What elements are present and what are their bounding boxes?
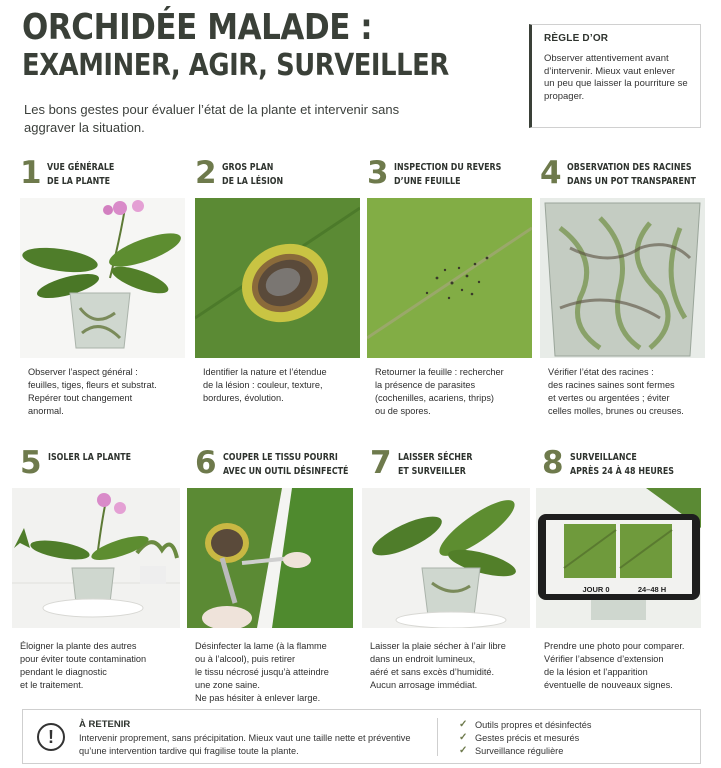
footer-divider [437,718,438,756]
step-number: 8 [542,445,564,481]
step-label: LAISSER SÉCHER ET SURVEILLER [398,452,473,477]
title-line-2: EXAMINER, AGIR, SURVEILLER [22,48,449,83]
phone-comparison-image [536,488,701,628]
step-label: OBSERVATION DES RACINES DANS UN POT TRANSPARENT [567,162,696,187]
step-label: ISOLER LA PLANTE [48,452,132,463]
step-label: INSPECTION DU REVERS D’UNE FEUILLE [394,162,502,187]
golden-rule-text: Observer attentivement avant d’intervenir. Mieux vaut enlever un peu que laisser la pourriture se propager. [544,53,688,102]
step-2 [195,156,360,416]
checklist-item: ✓ Surveillance régulière [459,745,564,756]
step-8 [536,446,701,706]
footer-text: Intervenir proprement, sans précipitation. Mieux vaut une taille nette et préventive qu’une intervention tardive qui fragilise toute la plante. [79,733,411,756]
drying-plant-image [362,488,530,628]
step-number: 7 [370,445,392,481]
roots-pot-image [540,198,705,358]
step-description: Vérifier l’état des racines : des racines saines sont fermes et vertes ou argentées ; éviter celles molles, brunes ou creuses. [548,367,684,416]
step-label: GROS PLAN DE LA LÉSION [222,162,284,187]
checklist-item: ✓ Gestes précis et mesurés [459,732,580,743]
step-description: Laisser la plaie sécher à l’air libre dans un endroit lumineux, aéré et sans excès d’humidité. Aucun arrosage immédiat. [370,641,506,690]
title-line-1: ORCHIDÉE MALADE : [22,7,373,48]
step-3 [367,156,532,416]
step-label: COUPER LE TISSU POURRI AVEC UN OUTIL DÉSINFECTÉ [223,452,349,477]
orchid-plant-image [20,198,185,358]
step-description: Retourner la feuille : rechercher la présence de parasites (cochenilles, acariens, thrips) ou de spores. [375,367,504,416]
golden-rule-heading: RÈGLE D’OR [544,33,609,44]
step-number: 4 [540,155,562,191]
step-number: 6 [195,445,217,481]
checklist-item: ✓ Outils propres et désinfectés [459,719,592,730]
phone-left-label: JOUR 0 [582,585,610,594]
footer-box [22,709,701,764]
step-description: Identifier la nature et l’étendue de la lésion : couleur, texture, bordures, évolution. [203,367,327,403]
check-icon: ✓ [459,719,468,730]
step-6 [187,446,352,706]
step-description: Observer l’aspect général : feuilles, tiges, fleurs et substrat. Repérer tout changement anormal. [28,367,157,416]
step-number: 2 [195,155,217,191]
page-title [22,8,518,84]
footer-heading: À RETENIR [79,719,131,730]
footer-checklist [459,718,591,757]
leaf-lesion-image [195,198,360,358]
step-number: 3 [367,155,389,191]
step-description: Éloigner la plante des autres pour éviter toute contamination pendant le diagnostic et le traitement. [20,641,147,690]
isolated-plant-image [12,488,180,628]
check-icon: ✓ [459,732,468,743]
warning-icon: ! [37,723,65,751]
step-4 [540,156,705,416]
phone-right-label: 24–48 H [637,585,667,594]
leaf-underside-image [367,198,532,358]
step-label: SURVEILLANCE APRÈS 24 À 48 HEURES [570,452,674,477]
step-description: Désinfecter la lame (à la flamme ou à l’alcool), puis retirer le tissu nécrosé jusqu’à atteindre une zone saine. Ne pas hésiter à enlever large. [195,641,329,703]
step-7 [362,446,527,706]
step-number: 1 [20,155,42,191]
cutting-tissue-image [187,488,353,628]
step-5 [12,446,177,706]
subtitle: Les bons gestes pour évaluer l’état de la plante et intervenir sans aggraver la situation. [24,102,400,135]
step-description: Prendre une photo pour comparer. Vérifier l’absence d’extension de la lésion et l’apparition éventuelle de nouveaux signes. [544,641,685,690]
step-number: 5 [20,445,42,481]
step-1 [20,156,185,416]
step-label: VUE GÉNÉRALE DE LA PLANTE [47,162,115,187]
check-icon: ✓ [459,745,468,756]
golden-rule-box [529,24,701,128]
